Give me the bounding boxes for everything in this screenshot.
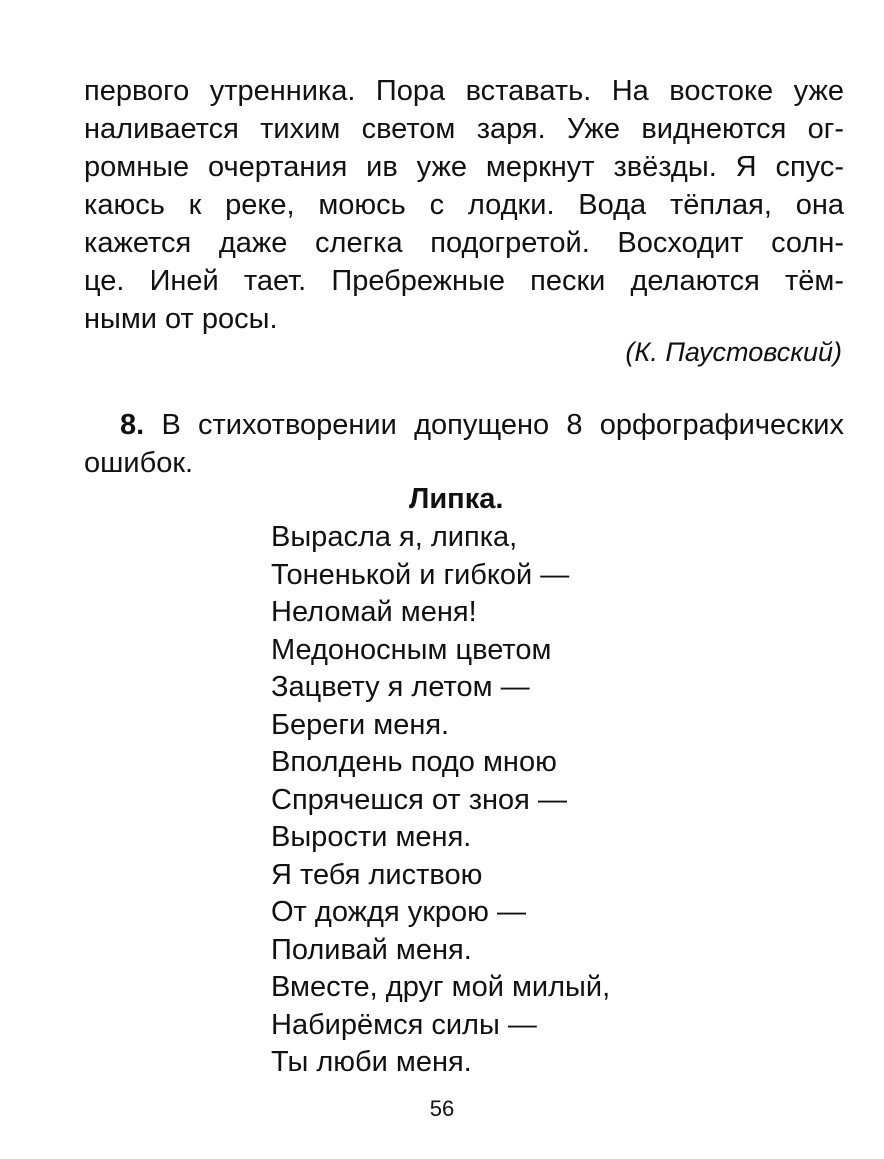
prose-line: наливается тихим светом заря. Уже виднеются ог- xyxy=(84,113,844,145)
poem-title: Липка. xyxy=(409,483,504,515)
poem-line: Набирёмся силы — xyxy=(271,1008,537,1041)
poem-line: Тоненькой и гибкой — xyxy=(271,558,570,591)
task-line xyxy=(84,406,844,444)
poem-line: От дождя укрою — xyxy=(271,896,526,928)
poem-line: Поливай меня. xyxy=(271,933,472,966)
prose-paragraph xyxy=(84,72,844,338)
task-number: 8. xyxy=(120,409,145,441)
author-attribution: (К. Паустовский) xyxy=(625,337,842,367)
poem-line: Вырасла я, липка, xyxy=(271,521,518,553)
poem-line: Вполдень подо мною xyxy=(271,746,557,778)
poem-line: Береги меня. xyxy=(271,708,450,741)
poem-line: Вырости меня. xyxy=(271,821,472,853)
poem-line: Медоносным цветом xyxy=(271,633,552,666)
prose-line: це. Иней тает. Пребрежные пески делаются тём- xyxy=(84,265,844,297)
poem-line: Зацвету я летом — xyxy=(271,671,530,703)
prose-line: первого утренника. Пора вставать. На востоке уже xyxy=(84,75,844,107)
prose-line: ромные очертания ив уже меркнут звёзды. Я спус- xyxy=(84,151,844,183)
poem-line: Вместе, друг мой милый, xyxy=(271,971,611,1003)
task-text: В стихотворении допущено 8 орфографических xyxy=(161,409,844,441)
poem xyxy=(271,519,610,1082)
poem-line: Я тебя листвою xyxy=(271,858,483,891)
prose-line: ными от росы. xyxy=(84,303,278,335)
task-line: ошибок. xyxy=(84,447,194,479)
task-statement xyxy=(84,406,844,482)
prose-line: каюсь к реке, моюсь с лодки. Вода тёплая, она xyxy=(84,189,844,221)
poem-line: Ты люби меня. xyxy=(271,1046,472,1078)
poem-line: Спрячешся от зноя — xyxy=(271,783,567,816)
poem-line: Неломай меня! xyxy=(271,596,477,628)
page-number: 56 xyxy=(429,1096,455,1121)
prose-line: кажется даже слегка подогретой. Восходит солн- xyxy=(84,227,844,259)
